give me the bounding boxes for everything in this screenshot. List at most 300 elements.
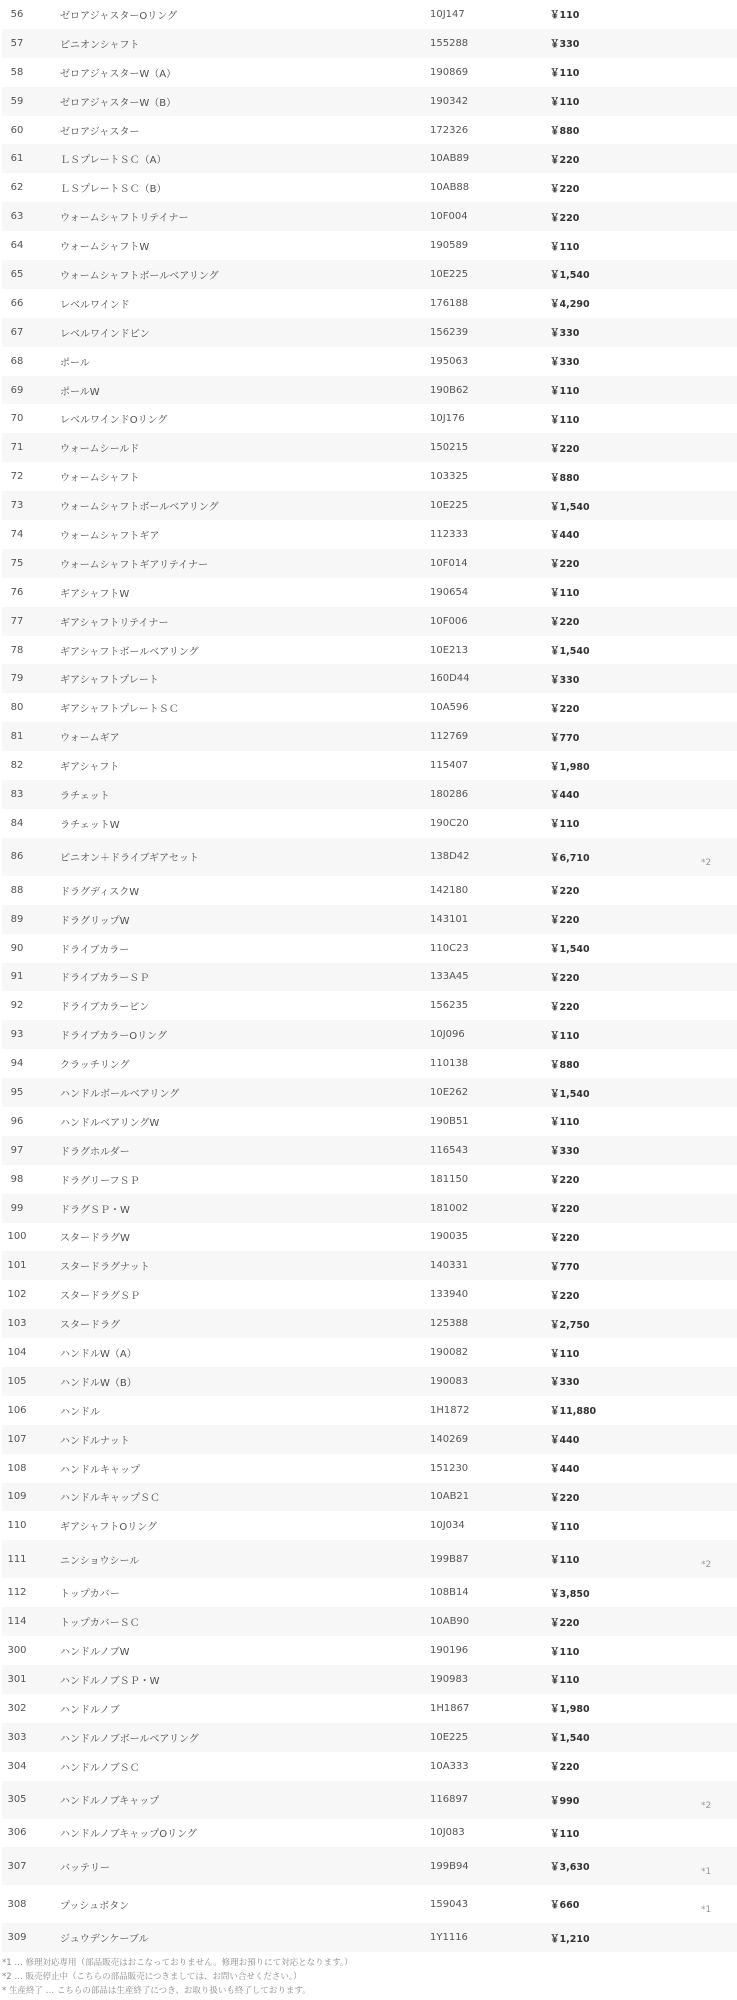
part-note [695,1078,737,1107]
part-price: ￥3,630 [550,1862,590,1874]
part-note [695,905,737,934]
part-note [695,318,737,347]
part-name: ドラグＳＰ・W [60,1204,130,1216]
table-row [2,1425,737,1454]
note-mark: *1 [701,1867,712,1878]
part-price: ￥770 [550,1261,580,1273]
part-code: 160D44 [430,673,470,685]
part-note [695,1781,737,1819]
part-price: ￥220 [550,972,580,984]
part-note [695,664,737,693]
part-code: 10E225 [430,500,469,512]
table-row [2,231,737,260]
part-name: バッテリー [60,1862,110,1874]
part-number: 105 [7,1375,27,1387]
part-name: ウォームシールド [60,444,140,456]
part-name: ピニオン＋ドライブギアセット [60,853,199,865]
part-note [695,1752,737,1781]
part-price: ￥6,710 [550,852,590,864]
part-note [695,1223,737,1252]
part-price: ￥770 [550,732,580,744]
part-price: ￥3,850 [550,1588,590,1600]
part-note [695,1483,737,1512]
table-row [2,1752,737,1781]
part-name: ハンドルノブキャップ [60,1796,160,1808]
part-name: ドライブカラーＳＰ [60,973,150,985]
part-name: ハンドル [60,1406,100,1418]
part-price: ￥1,980 [550,761,590,773]
part-code: 10F006 [430,615,468,627]
part-code: 10E225 [430,1731,469,1743]
part-price: ￥330 [550,674,580,686]
part-price: ￥440 [550,790,580,802]
part-note [695,29,737,58]
part-name: スタードラグ [60,1320,120,1332]
part-number: 100 [7,1231,27,1243]
part-note [695,549,737,578]
part-name: ハンドルベアリングW [60,1117,160,1129]
part-price: ￥1,540 [550,944,590,956]
table-row [2,1607,737,1636]
note-mark: *2 [701,857,712,868]
part-note [695,58,737,87]
part-number: 307 [7,1860,27,1872]
part-number: 73 [10,500,24,512]
part-price: ￥110 [550,1828,580,1840]
part-number: 94 [10,1058,24,1070]
part-number: 303 [7,1731,27,1743]
table-row [2,751,737,780]
part-price: ￥220 [550,886,580,898]
part-price: ￥110 [550,1555,580,1567]
part-note [695,347,737,376]
part-price: ￥880 [550,472,580,484]
table-row [2,260,737,289]
part-code: 190B51 [430,1115,469,1127]
part-name: ギアシャフト [60,762,120,774]
part-price: ￥4,290 [550,299,590,311]
part-code: 133940 [430,1289,469,1301]
part-number: 90 [10,942,24,954]
part-number: 72 [10,471,24,483]
part-note [695,433,737,462]
part-name: ドラグホルダー [60,1146,130,1158]
footnote-2: *2 … 販売停止中（こちらの部品販売につきましては、お問い合せください。） [2,1972,302,1983]
table-row [2,1923,737,1952]
part-number: 82 [10,760,24,772]
part-name: ピニオンシャフト [60,39,140,51]
part-note [695,1020,737,1049]
part-price: ￥220 [550,443,580,455]
part-note [695,491,737,520]
part-code: 10E262 [430,1087,469,1098]
part-number: 66 [10,297,24,309]
part-note [695,1694,737,1723]
part-note [695,751,737,780]
part-number: 69 [10,384,24,396]
table-row [2,87,737,116]
part-code: 176188 [430,297,469,309]
table-row [2,1338,737,1367]
part-name: ポールW [60,386,100,398]
part-name: ウォームシャフトボールベアリング [60,270,219,282]
part-price: ￥220 [550,703,580,715]
part-name: ハンドルノブ [60,1704,120,1716]
part-number: 78 [10,644,24,656]
part-price: ￥330 [550,39,580,51]
part-number: 300 [7,1645,27,1657]
table-row [2,433,737,462]
part-note [695,144,737,173]
part-number: 70 [10,413,24,425]
part-code: 180286 [430,788,469,800]
part-note [695,1540,737,1578]
table-row [2,876,737,905]
part-name: スタードラグW [60,1233,130,1245]
part-name: ラチェット [60,790,110,802]
table-row [2,318,737,347]
part-note [695,376,737,405]
part-code: 10AB21 [430,1491,470,1503]
part-number: 80 [10,702,24,714]
part-code: 116543 [430,1144,469,1156]
part-code: 156235 [430,1000,469,1012]
part-number: 106 [7,1404,27,1416]
part-name: レベルワインド [60,299,130,311]
table-row [2,934,737,963]
part-code: 190196 [430,1645,469,1657]
part-code: 1H1872 [430,1404,470,1416]
part-note [695,991,737,1020]
part-name: ラチェットW [60,819,120,831]
table-row [2,1223,737,1252]
part-number: 103 [7,1318,27,1330]
part-code: 190654 [430,586,469,598]
table-row [2,376,737,405]
part-note [695,1885,737,1923]
part-code: 10E213 [430,644,469,656]
part-number: 95 [10,1087,24,1098]
part-note [695,404,737,433]
part-note [695,693,737,722]
part-price: ￥1,980 [550,1704,590,1716]
table-row [2,144,737,173]
part-code: 110138 [430,1058,469,1070]
table-row [2,1251,737,1280]
part-price: ￥110 [550,241,580,253]
part-code: 181150 [430,1173,469,1185]
part-price: ￥330 [550,357,580,369]
part-number: 304 [7,1760,27,1772]
part-price: ￥440 [550,530,580,542]
part-note [695,1136,737,1165]
part-number: 308 [7,1898,27,1910]
table-row [2,202,737,231]
part-code: 190589 [430,240,469,252]
table-row [2,1636,737,1665]
table-row [2,29,737,58]
part-code: 190082 [430,1347,469,1359]
part-note [695,289,737,318]
part-price: ￥220 [550,617,580,629]
part-note [695,87,737,116]
table-row [2,664,737,693]
part-note [695,1847,737,1885]
part-name: ハンドルノブキャップOリング [60,1829,197,1841]
table-row [2,838,737,876]
part-name: ゼロアジャスターW（A） [60,68,177,80]
part-number: 83 [10,788,24,800]
part-name: ギアシャフトボールベアリング [60,646,199,658]
table-row [2,1396,737,1425]
part-number: 302 [7,1702,27,1714]
part-number: 98 [10,1173,24,1185]
part-name: ドライブカラーOリング [60,1031,167,1043]
part-price: ￥220 [550,1762,580,1774]
table-row [2,809,737,838]
part-price: ￥220 [550,1290,580,1302]
part-code: 10A333 [430,1760,469,1772]
part-note [695,809,737,838]
part-code: 181002 [430,1202,469,1214]
part-name: ハンドルナット [60,1435,130,1447]
part-name: ギアシャフトW [60,588,130,600]
part-price: ￥2,750 [550,1319,590,1331]
note-mark: *1 [701,1905,712,1916]
part-price: ￥110 [550,414,580,426]
part-number: 63 [10,211,24,223]
part-note [695,636,737,665]
table-row [2,1367,737,1396]
part-price: ￥110 [550,68,580,80]
part-code: 151230 [430,1462,469,1474]
part-name: ハンドルキャップ [60,1464,140,1476]
part-price: ￥110 [550,386,580,398]
part-number: 81 [10,731,24,743]
part-note [695,1425,737,1454]
part-number: 59 [10,95,24,107]
part-number: 309 [7,1932,27,1944]
part-note [695,963,737,992]
table-row [2,1694,737,1723]
part-code: 190342 [430,95,469,107]
table-row [2,1107,737,1136]
part-code: 10E225 [430,268,469,280]
part-name: スタードラグＳＰ [60,1291,140,1303]
table-row [2,578,737,607]
table-row [2,520,737,549]
table-row [2,491,737,520]
part-code: 143101 [430,913,469,925]
part-number: 301 [7,1673,27,1685]
part-note [695,260,737,289]
part-price: ￥220 [550,1175,580,1187]
part-note [695,173,737,202]
part-code: 10F004 [430,211,468,223]
part-name: ポール [60,357,90,369]
table-row [2,1483,737,1512]
part-code: 190B62 [430,384,469,396]
table-row [2,1454,737,1483]
part-name: ハンドルノブボールベアリング [60,1733,199,1745]
part-price: ￥110 [550,1030,580,1042]
table-row [2,1136,737,1165]
part-number: 84 [10,817,24,829]
part-name: ギアシャフトOリング [60,1522,158,1534]
part-name: ドラグリップW [60,915,130,927]
part-note [695,1194,737,1223]
part-number: 112 [7,1587,27,1599]
part-number: 102 [7,1289,27,1301]
part-price: ￥1,540 [550,1088,590,1100]
table-row [2,636,737,665]
part-name: レベルワインドOリング [60,415,168,427]
part-price: ￥330 [550,328,580,340]
footnotes [2,1956,737,1998]
part-name: トップカバー [60,1589,120,1601]
part-code: 103325 [430,471,469,483]
part-note [695,1819,737,1848]
note-mark: *2 [701,1800,712,1811]
table-row [2,1511,737,1540]
part-number: 79 [10,673,24,685]
part-name: ウォームギア [60,733,120,745]
part-note [695,1251,737,1280]
part-price: ￥220 [550,1204,580,1216]
part-name: ハンドルノブＳＰ・W [60,1675,160,1687]
part-code: 112769 [430,731,469,743]
part-price: ￥220 [550,1617,580,1629]
part-name: ドラグリーフＳＰ [60,1175,140,1187]
part-name: ウォームシャフト [60,473,140,485]
part-code: 1Y1116 [430,1932,468,1944]
part-name: トップカバーＳＣ [60,1618,140,1630]
part-price: ￥110 [550,1675,580,1687]
part-code: 10J147 [430,8,465,20]
part-note [695,578,737,607]
part-name: ドラグディスクW [60,886,140,898]
part-code: 172326 [430,124,469,136]
part-name: ゼロアジャスターOリング [60,10,178,22]
part-price: ￥110 [550,10,580,22]
table-row [2,1578,737,1607]
part-code: 115407 [430,760,469,772]
part-name: ウォームシャフトボールベアリング [60,502,219,514]
part-code: 150215 [430,442,469,454]
part-price: ￥110 [550,1348,580,1360]
table-row [2,173,737,202]
part-number: 93 [10,1029,24,1041]
table-row [2,116,737,145]
part-name: ハンドルノブＳＣ [60,1762,140,1774]
table-row [2,0,737,29]
part-price: ￥1,210 [550,1933,590,1945]
part-note [695,1607,737,1636]
part-note [695,1309,737,1338]
part-name: スタードラグナット [60,1262,150,1274]
part-name: ウォームシャフトリテイナー [60,213,189,225]
part-price: ￥880 [550,126,580,137]
part-note [695,1107,737,1136]
part-number: 101 [7,1260,27,1272]
part-note [695,1923,737,1952]
table-row [2,780,737,809]
part-price: ￥220 [550,154,580,166]
part-code: 190869 [430,66,469,78]
part-name: ウォームシャフトギア [60,530,160,542]
part-name: プッシュボタン [60,1900,130,1912]
part-price: ￥220 [550,559,580,571]
part-number: 99 [10,1202,24,1214]
part-price: ￥220 [550,212,580,224]
part-price: ￥110 [550,1646,580,1658]
table-row [2,1781,737,1819]
part-number: 68 [10,355,24,367]
part-price: ￥110 [550,97,580,109]
part-price: ￥440 [550,1435,580,1447]
part-name: ドライブカラー [60,944,130,956]
part-note [695,1396,737,1425]
table-row [2,905,737,934]
part-code: 140269 [430,1433,469,1445]
part-code: 10J096 [430,1029,465,1041]
part-price: ￥220 [550,1232,580,1244]
part-price: ￥660 [550,1900,580,1912]
table-row [2,1847,737,1885]
part-name: ゼロアジャスター [60,126,140,138]
part-note [695,1280,737,1309]
table-row [2,693,737,722]
table-row [2,1723,737,1752]
part-number: 76 [10,586,24,598]
part-number: 89 [10,913,24,925]
table-row [2,1309,737,1338]
part-note [695,202,737,231]
part-name: ギアシャフトプレート [60,675,159,687]
part-number: 97 [10,1144,24,1156]
part-number: 62 [10,182,24,194]
part-price: ￥990 [550,1795,580,1807]
part-name: ウォームシャフトギアリテイナー [60,559,209,571]
table-row [2,289,737,318]
part-number: 56 [10,8,24,20]
table-row [2,347,737,376]
part-price: ￥11,880 [550,1406,597,1418]
parts-table [2,0,737,1952]
part-number: 77 [10,615,24,627]
part-number: 92 [10,1000,24,1012]
table-row [2,963,737,992]
table-row [2,462,737,491]
part-number: 86 [10,851,24,863]
table-row [2,991,737,1020]
part-price: ￥220 [550,183,580,195]
part-code: 10J176 [430,413,465,425]
part-number: 108 [7,1462,27,1474]
part-price: ￥1,540 [550,270,590,282]
part-code: 140331 [430,1260,469,1272]
part-name: ジュウデンケーブル [60,1934,149,1946]
part-number: 64 [10,240,24,252]
part-code: 10A596 [430,702,469,714]
part-name: ギアシャフトプレートＳＣ [60,704,179,716]
part-code: 10AB88 [430,182,470,194]
part-note [695,520,737,549]
table-row [2,1280,737,1309]
part-code: 116897 [430,1794,469,1806]
part-note [695,1578,737,1607]
table-row [2,722,737,751]
